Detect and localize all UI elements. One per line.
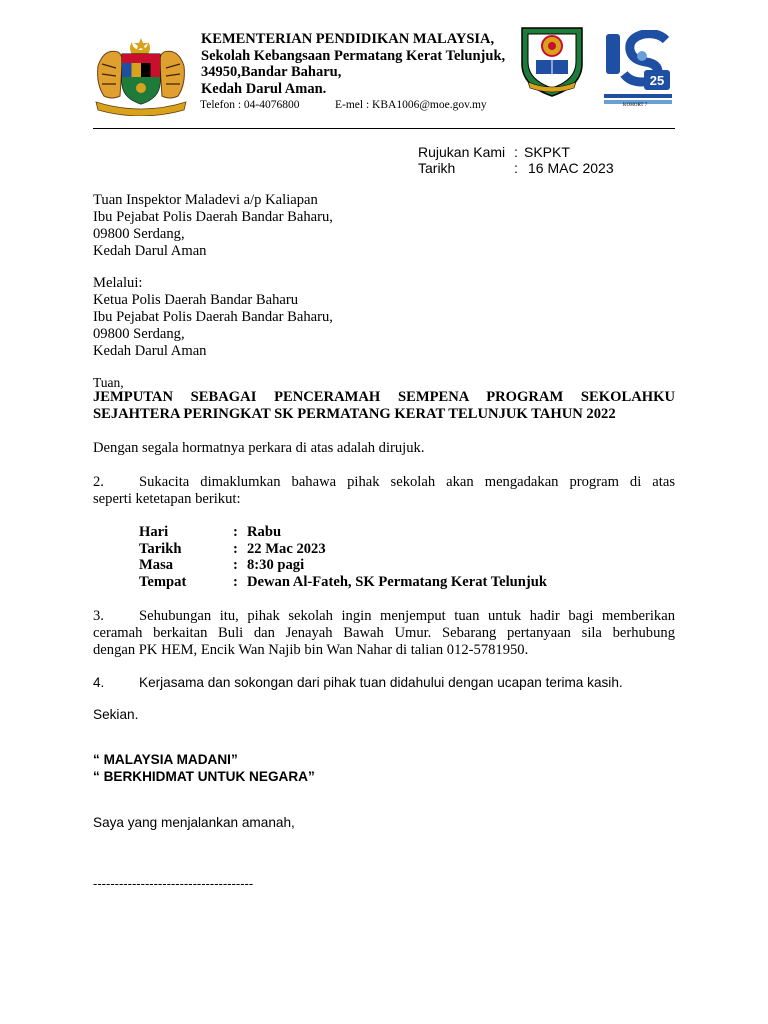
detail-label: Tarikh xyxy=(139,540,182,557)
subject-line-2: SEJAHTERA PERINGKAT SK PERMATANG KERAT TELUNJUK TAHUN 2022 xyxy=(93,406,616,422)
slogan-line: “ BERKHIDMAT UNTUK NEGARA” xyxy=(93,769,315,784)
via-label: Melalui: xyxy=(93,275,143,291)
recipient-line: Ibu Pejabat Polis Daerah Bandar Baharu, xyxy=(93,209,333,225)
ministry-name: KEMENTERIAN PENDIDIKAN MALAYSIA, xyxy=(201,31,495,47)
recipient-line: Kedah Darul Aman xyxy=(93,243,207,259)
slogans xyxy=(93,751,315,785)
letterhead xyxy=(201,31,505,97)
salutation: Tuan, xyxy=(93,375,124,390)
paragraph-number: 2. xyxy=(93,474,104,490)
via-line: 09800 Serdang, xyxy=(93,326,185,342)
paragraph-text: Sehubungan itu, pihak sekolah ingin menjemput tuan untuk hadir bagi memberikan xyxy=(139,608,675,624)
detail-separator: : xyxy=(233,540,238,557)
via-address xyxy=(93,275,333,360)
closing-word: Sekian. xyxy=(93,707,139,722)
recipient-line: Tuan Inspektor Maladevi a/p Kaliapan xyxy=(93,192,318,208)
via-line: Kedah Darul Aman xyxy=(93,343,207,359)
paragraph-text: seperti ketetapan berikut: xyxy=(93,491,241,507)
ref-label: Rujukan Kami xyxy=(418,144,506,160)
paragraph-text: Kerjasama dan sokongan dari pihak tuan didahului dengan ucapan terima kasih. xyxy=(139,675,623,690)
detail-label: Tempat xyxy=(139,573,187,590)
via-line: Ibu Pejabat Polis Daerah Bandar Baharu, xyxy=(93,309,333,325)
opening-sentence: Dengan segala hormatnya perkara di atas adalah dirujuk. xyxy=(93,440,425,456)
paragraph-number: 4. xyxy=(93,675,105,690)
detail-value: 8:30 pagi xyxy=(247,557,305,573)
paragraph-3 xyxy=(93,608,675,659)
ref-value: SKPKT xyxy=(524,144,570,160)
date-separator: : xyxy=(514,160,518,176)
paragraph-number: 3. xyxy=(93,608,104,624)
school-name: Sekolah Kebangsaan Permatang Kerat Telunjuk, xyxy=(201,47,506,64)
recipient-address xyxy=(93,192,333,260)
ref-separator: : xyxy=(514,144,518,160)
event-details xyxy=(139,524,547,590)
date-label: Tarikh xyxy=(418,160,456,176)
slogan-line: “ MALAYSIA MADANI” xyxy=(93,752,238,767)
signature-line: ------------------------------------- xyxy=(93,876,254,891)
svg-text:25: 25 xyxy=(649,73,665,88)
subject-line-1: JEMPUTAN SEBAGAI PENCERAMAH SEMPENA PROGRAM SEKOLAHKU xyxy=(93,389,675,405)
paragraph-text: dengan PK HEM, Encik Wan Najib bin Wan Nahar di talian 012-5781950. xyxy=(93,642,529,658)
detail-value: 22 Mac 2023 xyxy=(247,540,326,557)
paragraph-text: Sukacita dimaklumkan bahawa pihak sekolah akan mengadakan program di atas xyxy=(139,474,675,490)
paragraph-text: ceramah berkaitan Buli dan Jenayah Bawah Umur. Sebarang pertanyaan sila berhubung xyxy=(93,625,675,641)
email-address: E-mel : KBA1006@moe.gov.my xyxy=(335,99,487,111)
programme-logo-icon xyxy=(602,30,674,110)
coat-of-arms-icon xyxy=(92,36,190,116)
paragraph-2 xyxy=(93,474,675,508)
school-logo-icon xyxy=(518,24,586,98)
paragraph-4 xyxy=(93,675,623,690)
detail-separator: : xyxy=(233,524,238,540)
reference-block xyxy=(418,144,614,176)
phone-number: Telefon : 04-4076800 xyxy=(200,99,300,111)
school-state: Kedah Darul Aman. xyxy=(201,80,327,97)
detail-label: Hari xyxy=(139,524,169,540)
header-divider xyxy=(93,128,675,129)
detail-label: Masa xyxy=(139,557,174,573)
via-line: Ketua Polis Daerah Bandar Baharu xyxy=(93,292,299,308)
date-value: 16 MAC 2023 xyxy=(528,160,614,176)
detail-value: Dewan Al-Fateh, SK Permatang Kerat Telunjuk xyxy=(247,573,547,590)
school-postcode-town: 34950,Bandar Baharu, xyxy=(201,64,342,81)
logo-caption: KOHORT 7 xyxy=(623,103,648,108)
recipient-line: 09800 Serdang, xyxy=(93,226,185,242)
detail-separator: : xyxy=(233,573,238,590)
detail-separator: : xyxy=(233,557,238,573)
sign-off: Saya yang menjalankan amanah, xyxy=(93,815,295,830)
detail-value: Rabu xyxy=(247,524,282,540)
